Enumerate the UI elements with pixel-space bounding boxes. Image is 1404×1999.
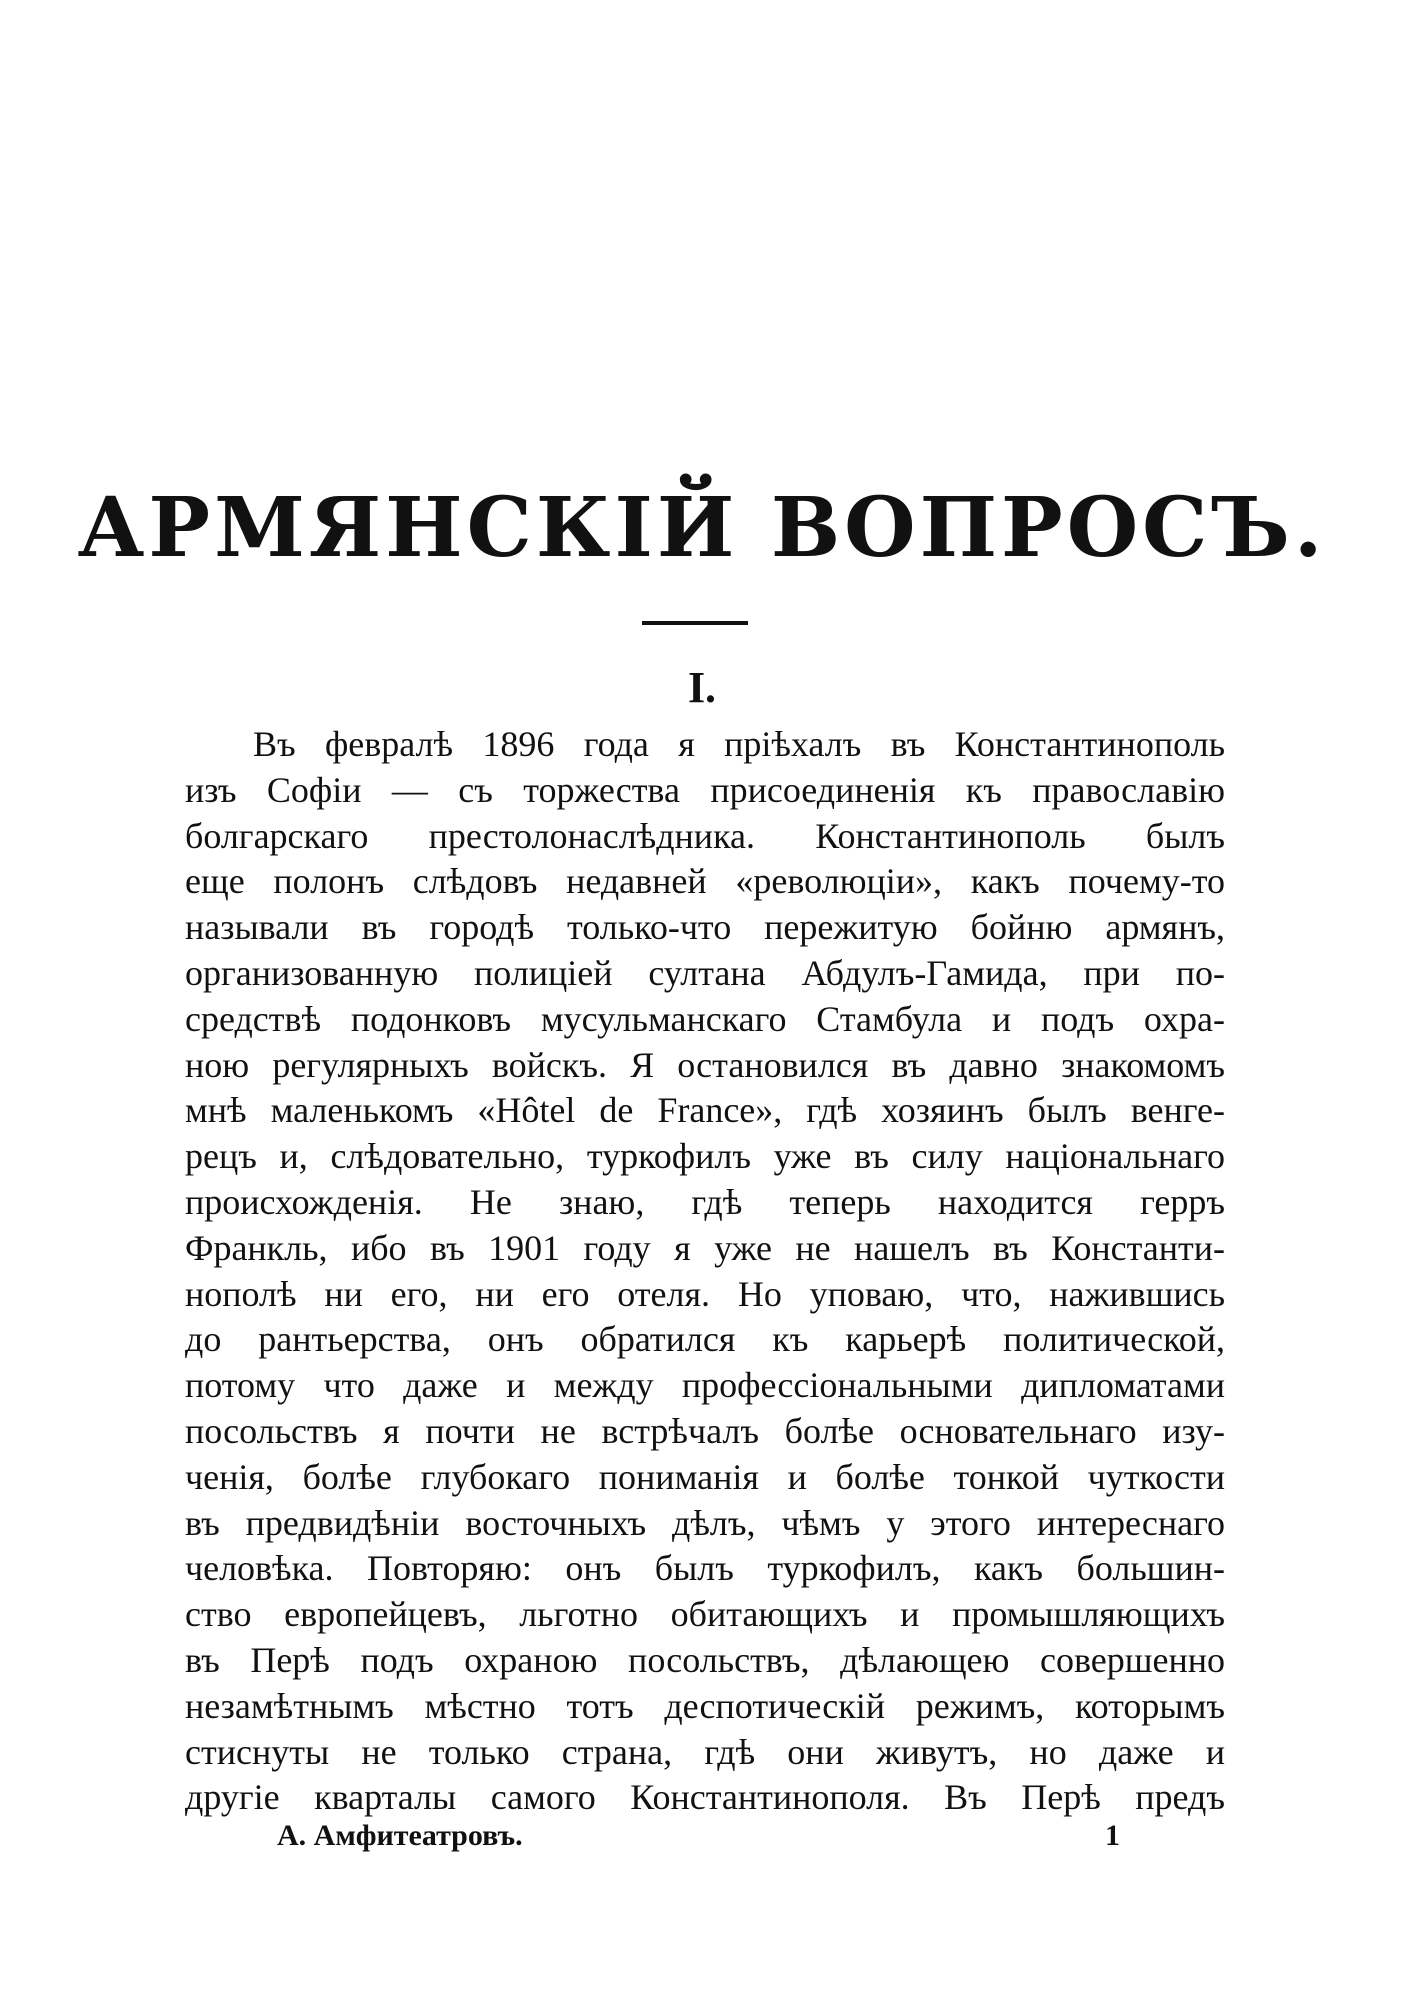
text-line: стиснуты не только страна, гдѣ они живутъ, но даже и	[185, 1731, 1225, 1772]
text-line: средствѣ подонковъ мусульманскаго Стамбула и подъ охра-	[185, 998, 1225, 1039]
footer-author: А. Амфитеатровъ.	[277, 1819, 523, 1852]
text-line: организованную полиціей султана Абдулъ-Гамида, при по-	[185, 952, 1225, 993]
text-line: ною регулярныхъ войскъ. Я остановился въ давно знакомомъ	[185, 1044, 1225, 1085]
chapter-number: I.	[687, 663, 717, 712]
text-line: другіе кварталы самого Константинополя. Въ Перѣ предъ	[185, 1777, 1225, 1818]
text-line: потому что даже и между профессіональными дипломатами	[185, 1365, 1225, 1406]
title-divider	[642, 621, 748, 625]
text-line: въ предвидѣніи восточныхъ дѣлъ, чѣмъ у этого интереснаго	[185, 1502, 1225, 1543]
text-line: изъ Софіи — съ торжества присоединенія къ православію	[185, 769, 1225, 810]
text-line: нополѣ ни его, ни его отеля. Но уповаю, что, нажившись	[185, 1273, 1225, 1314]
text-line: болгарскаго престолонаслѣдника. Константинополь былъ	[185, 815, 1225, 856]
text-line: до рантьерства, онъ обратился къ карьерѣ политической,	[185, 1319, 1225, 1360]
text-line: ченія, болѣе глубокаго пониманія и болѣе тонкой чуткости	[185, 1456, 1225, 1497]
paragraph	[185, 722, 1225, 1821]
text-line: Въ февралѣ 1896 года я пріѣхалъ въ Константинополь	[253, 724, 1225, 764]
text-line: посольствъ я почти не встрѣчалъ болѣе основательнаго изу-	[185, 1410, 1225, 1451]
text-line: еще полонъ слѣдовъ недавней «революціи», какъ почему-то	[185, 861, 1225, 902]
text-line: ство европейцевъ, льготно обитающихъ и промышляющихъ	[185, 1594, 1225, 1635]
page-title: АРМЯНСКІЙ ВОПРОСЪ.	[77, 480, 1327, 576]
text-line: человѣка. Повторяю: онъ былъ туркофилъ, какъ большин-	[185, 1548, 1225, 1589]
text-line: называли въ городѣ только-что пережитую бойню армянъ,	[185, 907, 1225, 948]
page-footer	[0, 1816, 1404, 1856]
text-line: Франкль, ибо въ 1901 году я уже не нашелъ въ Константи-	[185, 1227, 1225, 1268]
text-line: мнѣ маленькомъ «Hôtel de France», гдѣ хозяинъ былъ венге-	[185, 1090, 1225, 1131]
text-line: происхожденія. Не знаю, гдѣ теперь находится герръ	[185, 1181, 1225, 1222]
page-number: 1	[1105, 1819, 1120, 1852]
text-line: въ Перѣ подъ охраною посольствъ, дѣлающею совершенно	[185, 1639, 1225, 1680]
text-line: рецъ и, слѣдовательно, туркофилъ уже въ силу національнаго	[185, 1136, 1225, 1177]
text-line: незамѣтнымъ мѣстно тотъ деспотическій режимъ, которымъ	[185, 1685, 1225, 1726]
